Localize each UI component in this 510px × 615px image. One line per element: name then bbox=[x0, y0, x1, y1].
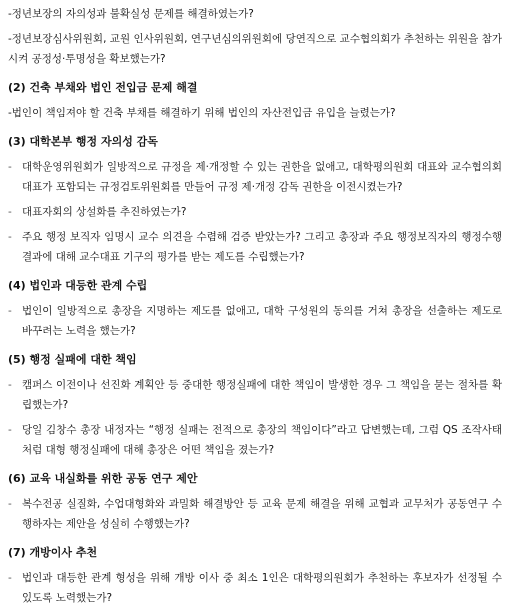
dash-bullet: - bbox=[8, 161, 12, 173]
intro-line-2: -정년보장심사위원회, 교원 인사위원회, 연구년심의위원회에 당연직으로 교수협의회가 추천하는 위원을 참가시켜 공정성·투명성을 확보했는가? bbox=[8, 33, 502, 65]
section-2-line-1: -법인이 책임져야 할 건축 부채를 해결하기 위해 법인의 자산전입금 유입을 늘렸는가? bbox=[8, 107, 396, 119]
section-5-item-2-text: 당일 김창수 총장 내정자는 “행정 실패는 전적으로 총장의 책임이다”라고 답변했는데, 그럼 QS 조작사태처럼 대형 행정실패에 대해 총장은 어떤 책임을 졌는가? bbox=[22, 424, 502, 456]
section-3-item-1 bbox=[8, 157, 502, 197]
section-7-heading: (7) 개방이사 추천 bbox=[8, 546, 98, 559]
section-4-item-1 bbox=[8, 301, 502, 341]
section-3-item-2 bbox=[8, 202, 502, 222]
intro-line-1: -정년보장의 자의성과 불확실성 문제를 해결하였는가? bbox=[8, 8, 254, 20]
section-3-item-2-text: 대표자회의 상설화를 추진하였는가? bbox=[22, 206, 187, 218]
section-6-item-1-text: 복수전공 실질화, 수업대형화와 과밀화 해결방안 등 교육 문제 해결을 위해 교협과 교무처가 공동연구 수행하자는 제안을 성실히 수행했는가? bbox=[22, 498, 502, 530]
dash-bullet: - bbox=[8, 206, 12, 218]
section-3-item-3 bbox=[8, 227, 502, 267]
dash-bullet: - bbox=[8, 572, 12, 584]
section-5-item-1-text: 캠퍼스 이전이나 선진화 계획안 등 중대한 행정실패에 대한 책임이 발생한 경우 그 책임을 묻는 절차를 확립했는가? bbox=[22, 379, 502, 411]
section-7-item-1 bbox=[8, 568, 502, 608]
dash-bullet: - bbox=[8, 498, 12, 510]
dash-bullet: - bbox=[8, 305, 12, 317]
section-4-heading: (4) 법인과 대등한 관계 수립 bbox=[8, 279, 148, 292]
section-3-heading: (3) 대학본부 행정 자의성 감독 bbox=[8, 135, 158, 148]
section-6-item-1 bbox=[8, 494, 502, 534]
section-2-heading: (2) 건축 부채와 법인 전입금 문제 해결 bbox=[8, 81, 198, 94]
section-3-item-1-text: 대학운영위원회가 일방적으로 규정을 제·개정할 수 있는 권한을 없애고, 대학평의원회 대표와 교수협의회 대표가 포함되는 규정검토위원회를 만들어 규정 제·개정 감독 권한을 이전시켰는가? bbox=[22, 161, 502, 193]
dash-bullet: - bbox=[8, 231, 12, 243]
dash-bullet: - bbox=[8, 379, 12, 391]
dash-bullet: - bbox=[8, 424, 12, 436]
section-5-item-1 bbox=[8, 375, 502, 415]
section-5-heading: (5) 행정 실패에 대한 책임 bbox=[8, 353, 137, 366]
section-3-item-3-text: 주요 행정 보직자 임명시 교수 의견을 수렴해 검증 받았는가? 그리고 총장과 주요 행정보직자의 행정수행 결과에 대해 교수대표 기구의 평가를 받는 제도를 수립했는가? bbox=[22, 231, 502, 263]
section-6-heading: (6) 교육 내실화를 위한 공동 연구 제안 bbox=[8, 472, 198, 485]
section-5-item-2 bbox=[8, 420, 502, 460]
section-4-item-1-text: 법인이 일방적으로 총장을 지명하는 제도를 없애고, 대학 구성원의 동의를 거쳐 총장을 선출하는 제도로 바꾸려는 노력을 했는가? bbox=[22, 305, 502, 337]
section-7-item-1-text: 법인과 대등한 관계 형성을 위해 개방 이사 중 최소 1인은 대학평의원회가 추천하는 후보자가 선정될 수 있도록 노력했는가? bbox=[22, 572, 502, 604]
